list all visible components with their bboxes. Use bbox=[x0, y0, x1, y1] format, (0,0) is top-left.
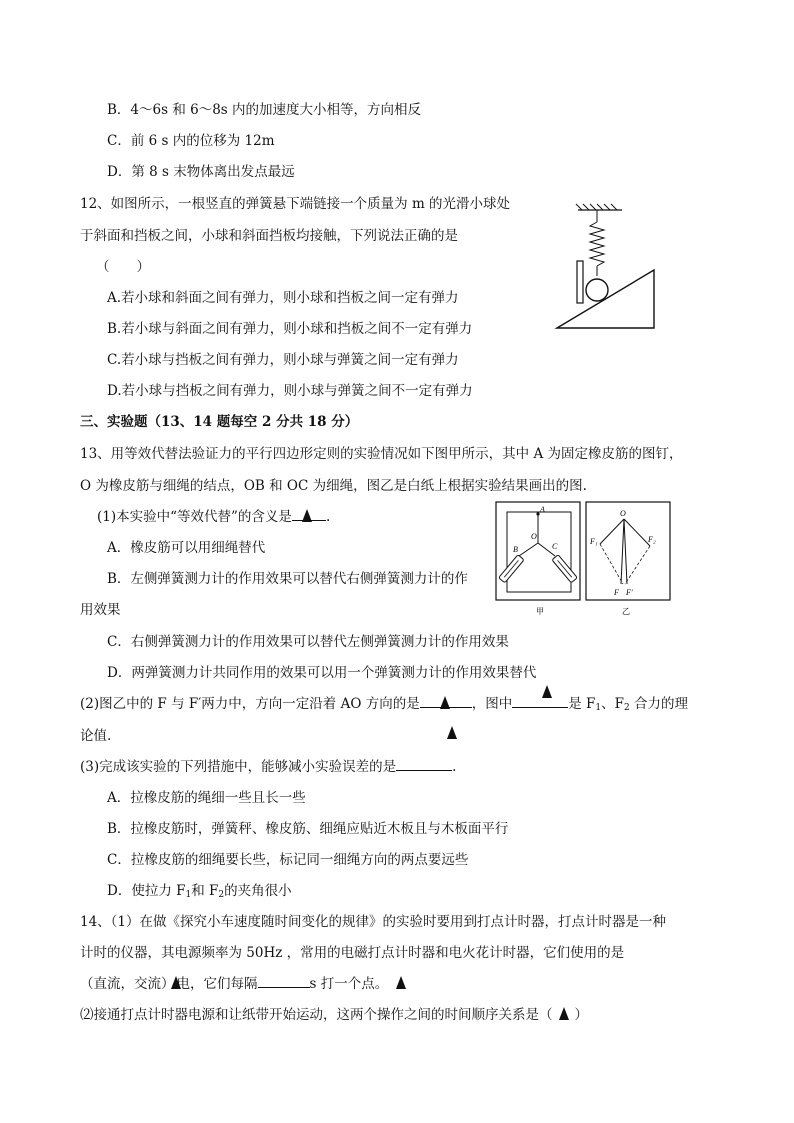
q13-part1-option-d: D．两弹簧测力计共同作用的效果可以用一个弹簧测力计的作用效果替代 bbox=[107, 665, 537, 681]
q12-option-a: A.若小球和斜面之间有弹力，则小球和挡板之间一定有弹力 bbox=[107, 290, 459, 306]
q13-part1-prompt: (1)本实验中“等效代替”的含义是 . bbox=[97, 509, 331, 525]
answer-blank bbox=[396, 758, 452, 771]
label-O-yi: O bbox=[620, 509, 626, 518]
q13-part1-text: (1)本实验中“等效代替”的含义是 bbox=[97, 509, 292, 525]
q12-option-d: D.若小球与挡板之间有弹力，则小球与弹簧之间不一定有弹力 bbox=[107, 383, 473, 399]
figure-yi-caption: 乙 bbox=[622, 607, 630, 616]
q13-part2-prompt: (2)图乙中的 F 与 F′两力中，方向一定沿着 AO 方向的是 ，图中 是 $F_1$、$F_2$ 合力的理 bbox=[80, 695, 688, 717]
triangle-icon bbox=[559, 1007, 569, 1020]
section-3-title: 三、实验题（13、14 题每空 2 分共 18 分） bbox=[80, 414, 359, 430]
spring-ball-incline-figure bbox=[552, 200, 662, 335]
label-F2: F₂ bbox=[648, 535, 656, 544]
q14-part1-line-1: 14、（1）在做《探究小车速度随时间变化的规律》的实验时要用到打点计时器，打点计时器是一种 bbox=[80, 914, 667, 930]
label-O: O bbox=[531, 532, 537, 541]
q13-part3-prompt: (3)完成该实验的下列措施中，能够减小实验误差的是 . bbox=[80, 759, 457, 775]
q13-stem-line-2: O 为橡皮筋与细绳的结点，OB 和 OC 为细绳，图乙是白纸上根据实验结果画出的图. bbox=[80, 478, 587, 494]
figure-jia-caption: 甲 bbox=[536, 607, 544, 616]
q14-part2-prompt: ⑵接通打点计时器电源和让纸带开始运动，这两个操作之间的时间顺序关系是（ ） bbox=[80, 1007, 588, 1023]
q12-stem-line-1: 12、如图所示，一根竖直的弹簧悬下端链接一个质量为 m 的光滑小球处 bbox=[80, 196, 511, 212]
q13-part1-option-a: A．橡皮筋可以用细绳替代 bbox=[107, 540, 266, 556]
q13-part1-option-c: C．右侧弹簧测力计的作用效果可以替代左侧弹簧测力计的作用效果 bbox=[107, 634, 509, 650]
q13-part3-option-d: D．使拉力 $F_1$和 $F_2$的夹角很小 bbox=[107, 883, 292, 900]
q12-option-b: B.若小球与斜面之间有弹力，则小球和挡板之间不一定有弹力 bbox=[107, 321, 473, 337]
q13-part3-option-b: B．拉橡皮筋时，弹簧秤、橡皮筋、细绳应贴近木板且与木板面平行 bbox=[107, 821, 509, 837]
label-A: A bbox=[540, 505, 545, 514]
triangle-icon bbox=[440, 696, 450, 709]
q12-answer-paren: （ ） bbox=[96, 259, 150, 275]
triangle-icon bbox=[447, 726, 457, 739]
q14-part1-line-3: （直流，交流） 电，它们每隔 s 打一个点。 bbox=[80, 975, 406, 993]
q13-stem-line-1: 13、用等效代替法验证力的平行四边形定则的实验情况如下图甲所示，其中 A 为固定橡皮筋的图钉， bbox=[80, 446, 683, 462]
q11-option-c: C．前 6 s 内的位移为 12m bbox=[107, 133, 275, 149]
q11-option-d: D．第 8 s 末物体离出发点最远 bbox=[107, 164, 295, 180]
triangle-icon bbox=[302, 509, 312, 522]
label-F1: F₁ bbox=[590, 537, 598, 546]
answer-blank bbox=[258, 975, 310, 988]
q13-part3-option-a: A．拉橡皮筋的绳细一些且长一些 bbox=[107, 790, 306, 806]
triangle-icon bbox=[542, 685, 552, 698]
label-F: F bbox=[614, 588, 619, 597]
q14-part1-line-2: 计时的仪器，其电源频率为 50Hz ，常用的电磁打点计时器和电火花计时器，它们使用的是 bbox=[80, 945, 625, 961]
q12-stem-line-2: 于斜面和挡板之间，小球和斜面挡板均接触，下列说法正确的是 bbox=[80, 228, 458, 244]
label-C: C bbox=[552, 542, 558, 551]
q13-part1-option-b: B．左侧弹簧测力计的作用效果可以替代右侧弹簧测力计的作 bbox=[107, 571, 468, 587]
q13-part2-cont: 论值. bbox=[80, 728, 112, 744]
label-B: B bbox=[513, 545, 518, 554]
q12-option-c: C.若小球与挡板之间有弹力，则小球与弹簧之间一定有弹力 bbox=[107, 352, 459, 368]
answer-blank-2 bbox=[512, 695, 568, 708]
q11-option-b: B．4～6s 和 6～8s 内的加速度大小相等，方向相反 bbox=[107, 102, 422, 118]
q13-part1-option-b-cont: 用效果 bbox=[80, 602, 121, 618]
triangle-icon bbox=[396, 976, 406, 989]
label-F-prime: F′ bbox=[626, 588, 633, 597]
force-experiment-figure bbox=[494, 500, 674, 620]
q13-part3-option-c: C．拉橡皮筋的细绳要长些，标记同一细绳方向的两点要远些 bbox=[107, 852, 469, 868]
